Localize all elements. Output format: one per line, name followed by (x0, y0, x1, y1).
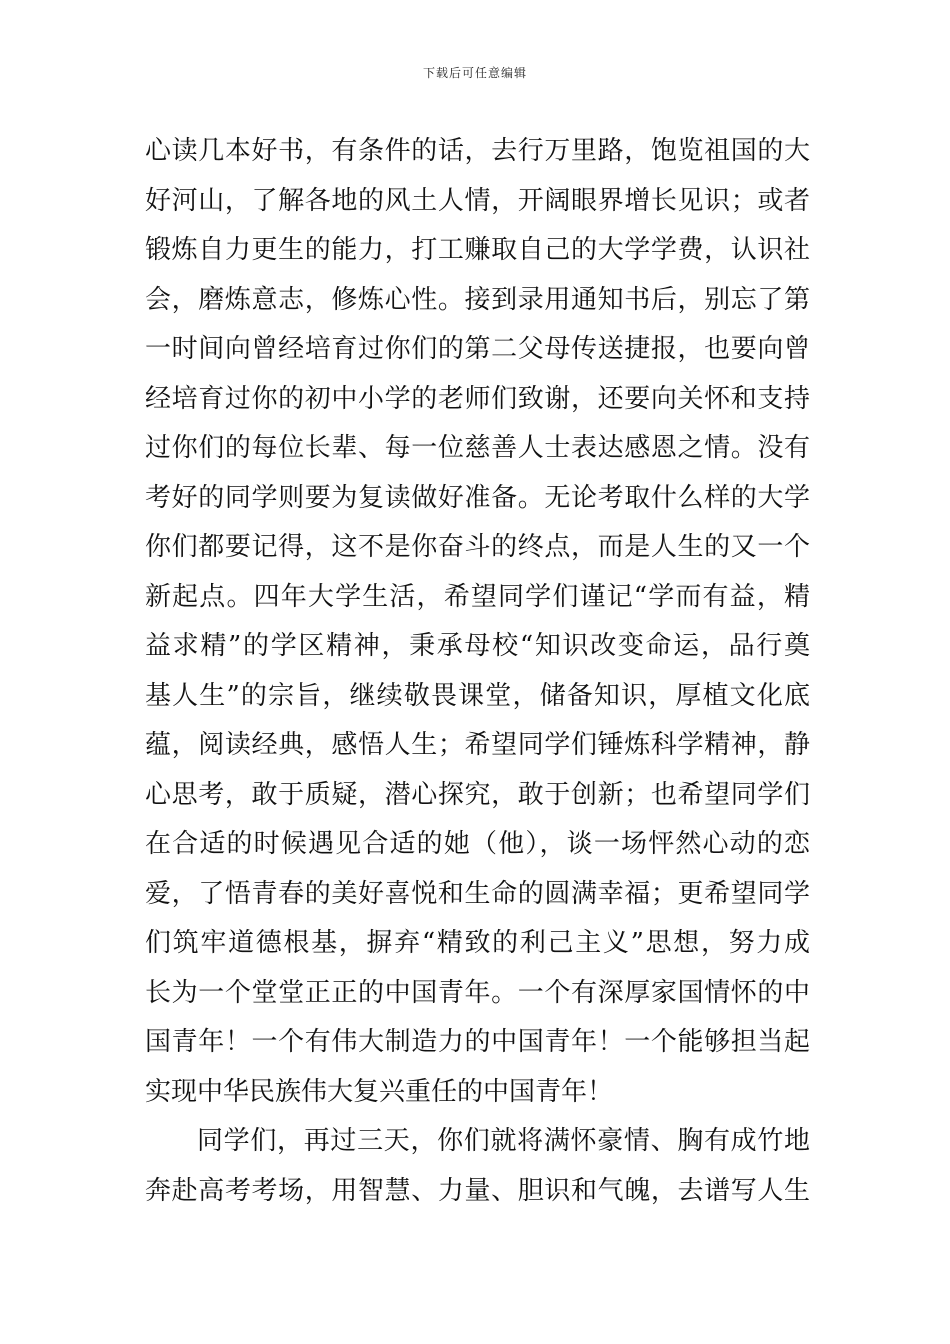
text-line: 好河山，了解各地的风土人情，开阔眼界增长见识；或者 (145, 185, 810, 216)
text-line: 会，磨炼意志，修炼心性。接到录用通知书后，别忘了第 (145, 284, 810, 315)
text-line: 益求精”的学区精神，秉承母校“知识改变命运，品行奠 (145, 631, 810, 661)
text-line: 国青年！一个有伟大制造力的中国青年！一个能够担当起 (145, 1027, 810, 1057)
body-text (145, 127, 810, 1216)
text-line: 长为一个堂堂正正的中国青年。一个有深厚家国情怀的中 (145, 977, 810, 1008)
text-line: 经培育过你的初中小学的老师们致谢，还要向关怀和支持 (145, 383, 810, 414)
text-line: 新起点。四年大学生活，希望同学们谨记“学而有益，精 (145, 581, 810, 612)
text-line: 在合适的时候遇见合适的她（他），谈一场怦然心动的恋 (145, 829, 810, 859)
text-line: 过你们的每位长辈、每一位慈善人士表达感恩之情。没有 (145, 433, 810, 463)
text-line: 心思考，敢于质疑，潜心探究，敢于创新；也希望同学们 (145, 779, 810, 810)
text-line: 基人生”的宗旨，继续敬畏课堂，储备知识，厚植文化底 (145, 680, 810, 711)
text-line: 锻炼自力更生的能力，打工赚取自己的大学学费，认识社 (145, 235, 810, 265)
text-line: 心读几本好书，有条件的话，去行万里路，饱览祖国的大 (145, 136, 810, 166)
paragraph-start-line: 同学们，再过三天，你们就将满怀豪情、胸有成竹地 (197, 1126, 810, 1156)
text-line: 你们都要记得，这不是你奋斗的终点，而是人生的又一个 (145, 532, 810, 562)
text-line: 考好的同学则要为复读做好准备。无论考取什么样的大学 (145, 482, 810, 513)
page-header: 下载后可任意编辑 (422, 66, 527, 80)
paragraph-end-line: 实现中华民族伟大复兴重任的中国青年！ (145, 1076, 614, 1107)
text-line: 爱，了悟青春的美好喜悦和生命的圆满幸福；更希望同学 (145, 878, 810, 909)
text-line: 蕴，阅读经典，感悟人生；希望同学们锤炼科学精神，静 (145, 730, 810, 760)
text-line: 奔赴高考考场，用智慧、力量、胆识和气魄，去谱写人生 (145, 1175, 810, 1206)
text-line: 一时间向曾经培育过你们的第二父母传送捷报，也要向曾 (145, 334, 810, 364)
text-line: 们筑牢道德根基，摒弃“精致的利己主义”思想，努力成 (145, 928, 810, 958)
